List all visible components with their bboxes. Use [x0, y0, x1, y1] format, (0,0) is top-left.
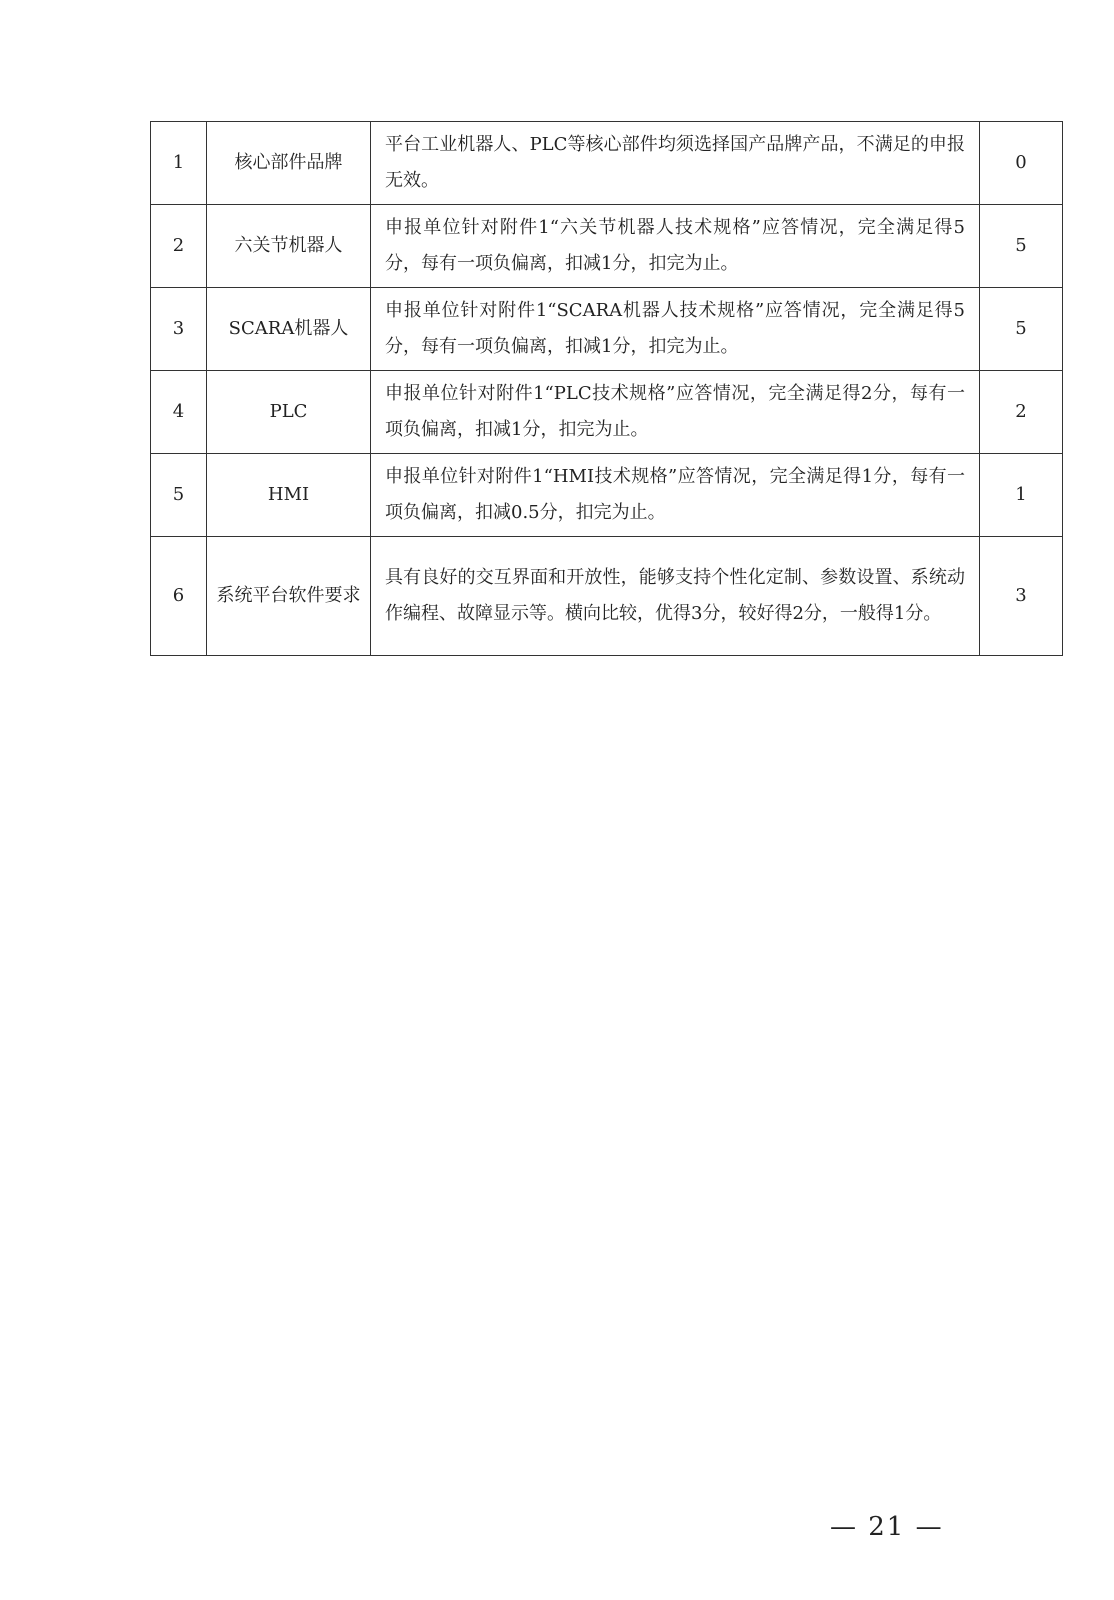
scoring-table [150, 121, 1063, 656]
item-name: HMI [207, 454, 371, 537]
page-number: — 21 — [830, 1512, 944, 1542]
row-number: 1 [151, 122, 207, 205]
item-name: 系统平台软件要求 [207, 537, 371, 656]
item-name: 核心部件品牌 [207, 122, 371, 205]
item-score: 2 [980, 371, 1063, 454]
table-row [151, 537, 1063, 656]
item-score: 0 [980, 122, 1063, 205]
item-requirement: 申报单位针对附件1“PLC技术规格”应答情况，完全满足得2分，每有一项负偏离，扣减1分，扣完为止。 [371, 371, 980, 454]
row-number: 2 [151, 205, 207, 288]
table-row [151, 454, 1063, 537]
table-row [151, 371, 1063, 454]
item-score: 5 [980, 288, 1063, 371]
item-requirement: 具有良好的交互界面和开放性，能够支持个性化定制、参数设置、系统动作编程、故障显示等。横向比较，优得3分，较好得2分，一般得1分。 [371, 537, 980, 656]
row-number: 3 [151, 288, 207, 371]
row-number: 4 [151, 371, 207, 454]
item-requirement: 申报单位针对附件1“六关节机器人技术规格”应答情况，完全满足得5分，每有一项负偏离，扣减1分，扣完为止。 [371, 205, 980, 288]
item-name: SCARA机器人 [207, 288, 371, 371]
item-requirement: 申报单位针对附件1“HMI技术规格”应答情况，完全满足得1分，每有一项负偏离，扣减0.5分，扣完为止。 [371, 454, 980, 537]
table-row [151, 122, 1063, 205]
item-score: 5 [980, 205, 1063, 288]
item-name: 六关节机器人 [207, 205, 371, 288]
row-number: 5 [151, 454, 207, 537]
table-row [151, 288, 1063, 371]
item-requirement: 平台工业机器人、PLC等核心部件均须选择国产品牌产品，不满足的申报无效。 [371, 122, 980, 205]
item-name: PLC [207, 371, 371, 454]
item-requirement: 申报单位针对附件1“SCARA机器人技术规格”应答情况，完全满足得5分，每有一项负偏离，扣减1分，扣完为止。 [371, 288, 980, 371]
item-score: 1 [980, 454, 1063, 537]
row-number: 6 [151, 537, 207, 656]
item-score: 3 [980, 537, 1063, 656]
table-row [151, 205, 1063, 288]
